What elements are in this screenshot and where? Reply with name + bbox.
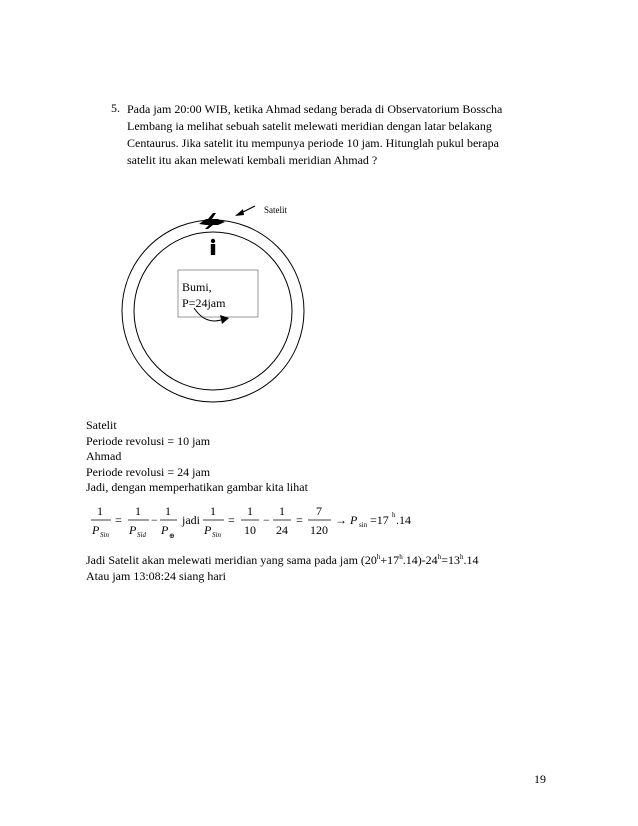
earth-label-line-2: P=24jam [182,296,226,310]
satellite-label: Satelit [264,205,287,215]
eq-den-5: 10 [244,523,256,537]
eq-equals-2: = [228,513,235,527]
person-icon [211,239,215,255]
eq-den-1-p: P [92,523,100,537]
question-line-2: Lembang ia melihat sebuah satelit melewati meridian dengan latar belakang [127,119,492,133]
eq-den-4-sub: Sin [212,531,221,539]
solution-line-4: Periode revolusi = 24 jam [86,464,211,479]
eq-result-p: P [350,513,358,527]
eq-den-2-sub: Sid [137,531,146,539]
conclusion [86,553,478,584]
eq-num-4: 1 [210,504,216,518]
eq-num-2: 1 [135,504,141,518]
eq-minus-2: − [263,513,270,527]
earth-label [182,279,225,311]
question-line-1: Pada jam 20:00 WIB, ketika Ahmad sedang berada di Observatorium Bosscha [127,102,503,116]
satellite-pointer-arrow [235,206,255,216]
page-number: 19 [534,772,546,786]
eq-den-6: 24 [276,523,288,537]
eq-den-3-p: P [161,523,169,537]
question-line-3: Centaurus. Jika satelit itu mempunya periode 10 jam. Hitunglah pukul berapa [127,136,499,150]
eq-result-sub: sin [359,521,368,529]
eq-den-2-p: P [129,523,137,537]
eq-den-7: 120 [310,523,328,537]
question-number: 5. [111,101,120,115]
earth-label-line-1: Bumi, [182,280,212,294]
equation [86,502,526,544]
solution-text [86,418,308,496]
eq-num-1: 1 [97,504,103,518]
solution-line-5: Jadi, dengan memperhatikan gambar kita lihat [86,480,308,494]
eq-num-7: 7 [316,504,322,518]
solution-line-3: Ahmad [86,449,122,463]
conclusion-line-2: Atau jam 13:08:24 siang hari [86,568,226,583]
eq-num-5: 1 [247,504,253,518]
eq-den-3-sub: ⊕ [169,532,175,540]
question-line-4: satelit itu akan melewati kembali meridian Ahmad ? [127,153,378,167]
eq-result-tail: .14 [396,513,411,527]
eq-num-6: 1 [279,504,285,518]
conclusion-line-1: Jadi Satelit akan melewati meridian yang sama pada jam $(20^h+17^h.14)-24^h=13^h.14$ [86,553,479,567]
eq-equals-3: = [296,513,303,527]
eq-result-main: =17 [370,513,389,527]
eq-den-1-sub: Sin [100,531,109,539]
eq-num-3: 1 [165,504,171,518]
eq-result-sup: h [392,511,396,519]
eq-equals-1: = [115,513,122,527]
eq-jadi: jadi [182,513,200,527]
solution-line-1: Satelit [86,418,117,432]
eq-minus-1: − [151,513,158,527]
eq-den-4-p: P [204,523,212,537]
eq-arrow: → [335,513,347,527]
solution-line-2: Periode revolusi = 10 jam [86,433,211,448]
